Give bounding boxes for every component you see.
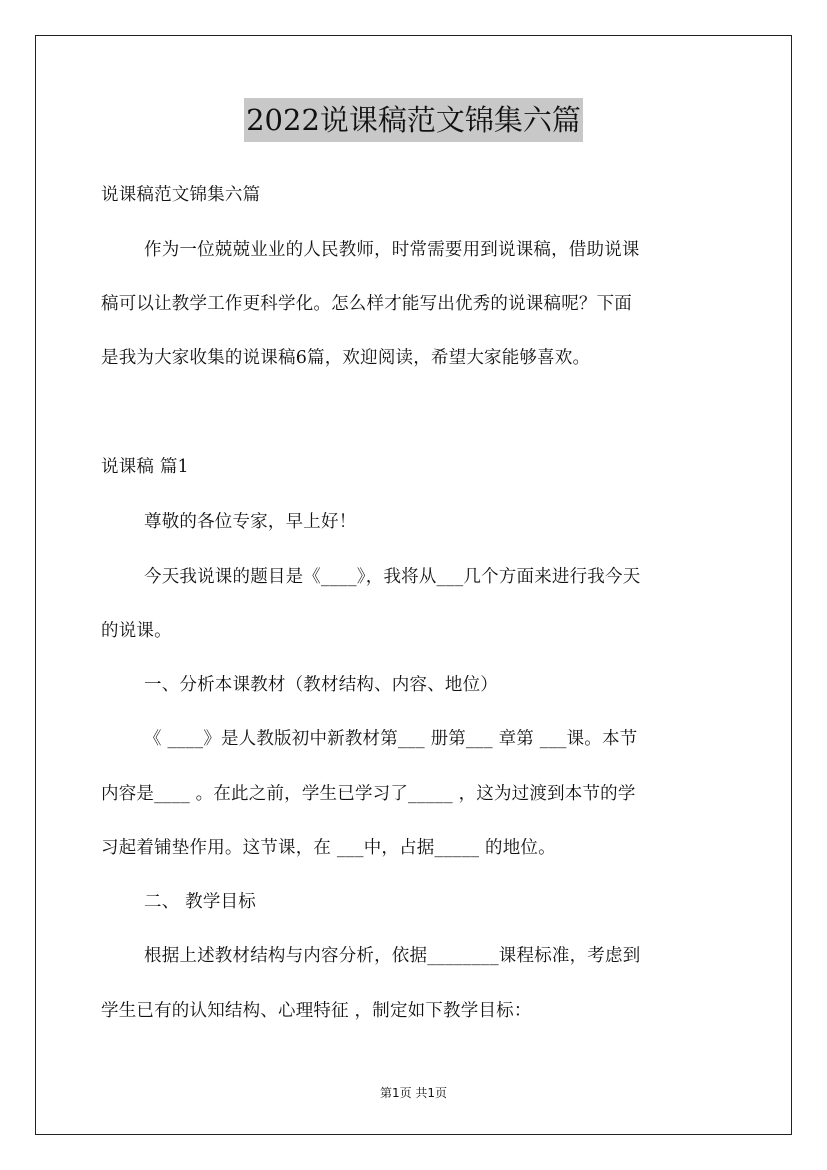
paragraph-line: 是我为大家收集的说课稿6篇，欢迎阅读，希望大家能够喜欢。 <box>101 348 591 368</box>
paragraph-line: 学生已有的认知结构、心理特征 ，制定如下教学目标： <box>101 1001 532 1021</box>
paragraph-line: 《 ____》是人教版初中新教材第___ 册第___ 章第 ___课。本节 <box>144 729 638 749</box>
title-container <box>0 98 827 142</box>
paragraph-line: 作为一位兢兢业业的人民教师，时常需要用到说课稿，借助说课 <box>144 240 640 260</box>
paragraph-line: 一、分析本课教材（教材结构、内容、地位） <box>144 675 498 695</box>
subtitle: 说课稿范文锦集六篇 <box>101 185 261 205</box>
paragraph-line: 尊敬的各位专家，早上好！ <box>144 512 357 532</box>
paragraph-line: 的说课。 <box>101 621 172 641</box>
paragraph-line: 习起着铺垫作用。这节课，在 ___中，占据_____ 的地位。 <box>101 838 556 858</box>
paragraph-line: 今天我说课的题目是《____》，我将从___几个方面来进行我今天 <box>144 567 641 587</box>
page-footer: 第1页 共1页 <box>379 1086 448 1100</box>
paragraph-line: 稿可以让教学工作更科学化。怎么样才能写出优秀的说课稿呢？下面 <box>101 294 632 314</box>
document-title: 2022说课稿范文锦集六篇 <box>244 98 583 142</box>
section-heading: 说课稿 篇1 <box>101 457 189 477</box>
paragraph-line: 内容是____ 。在此之前，学生已学习了_____ ，这为过渡到本节的学 <box>101 784 636 804</box>
paragraph-line: 二、 教学目标 <box>144 892 256 912</box>
paragraph-line: 根据上述教材结构与内容分析，依据________课程标准，考虑到 <box>144 946 641 966</box>
